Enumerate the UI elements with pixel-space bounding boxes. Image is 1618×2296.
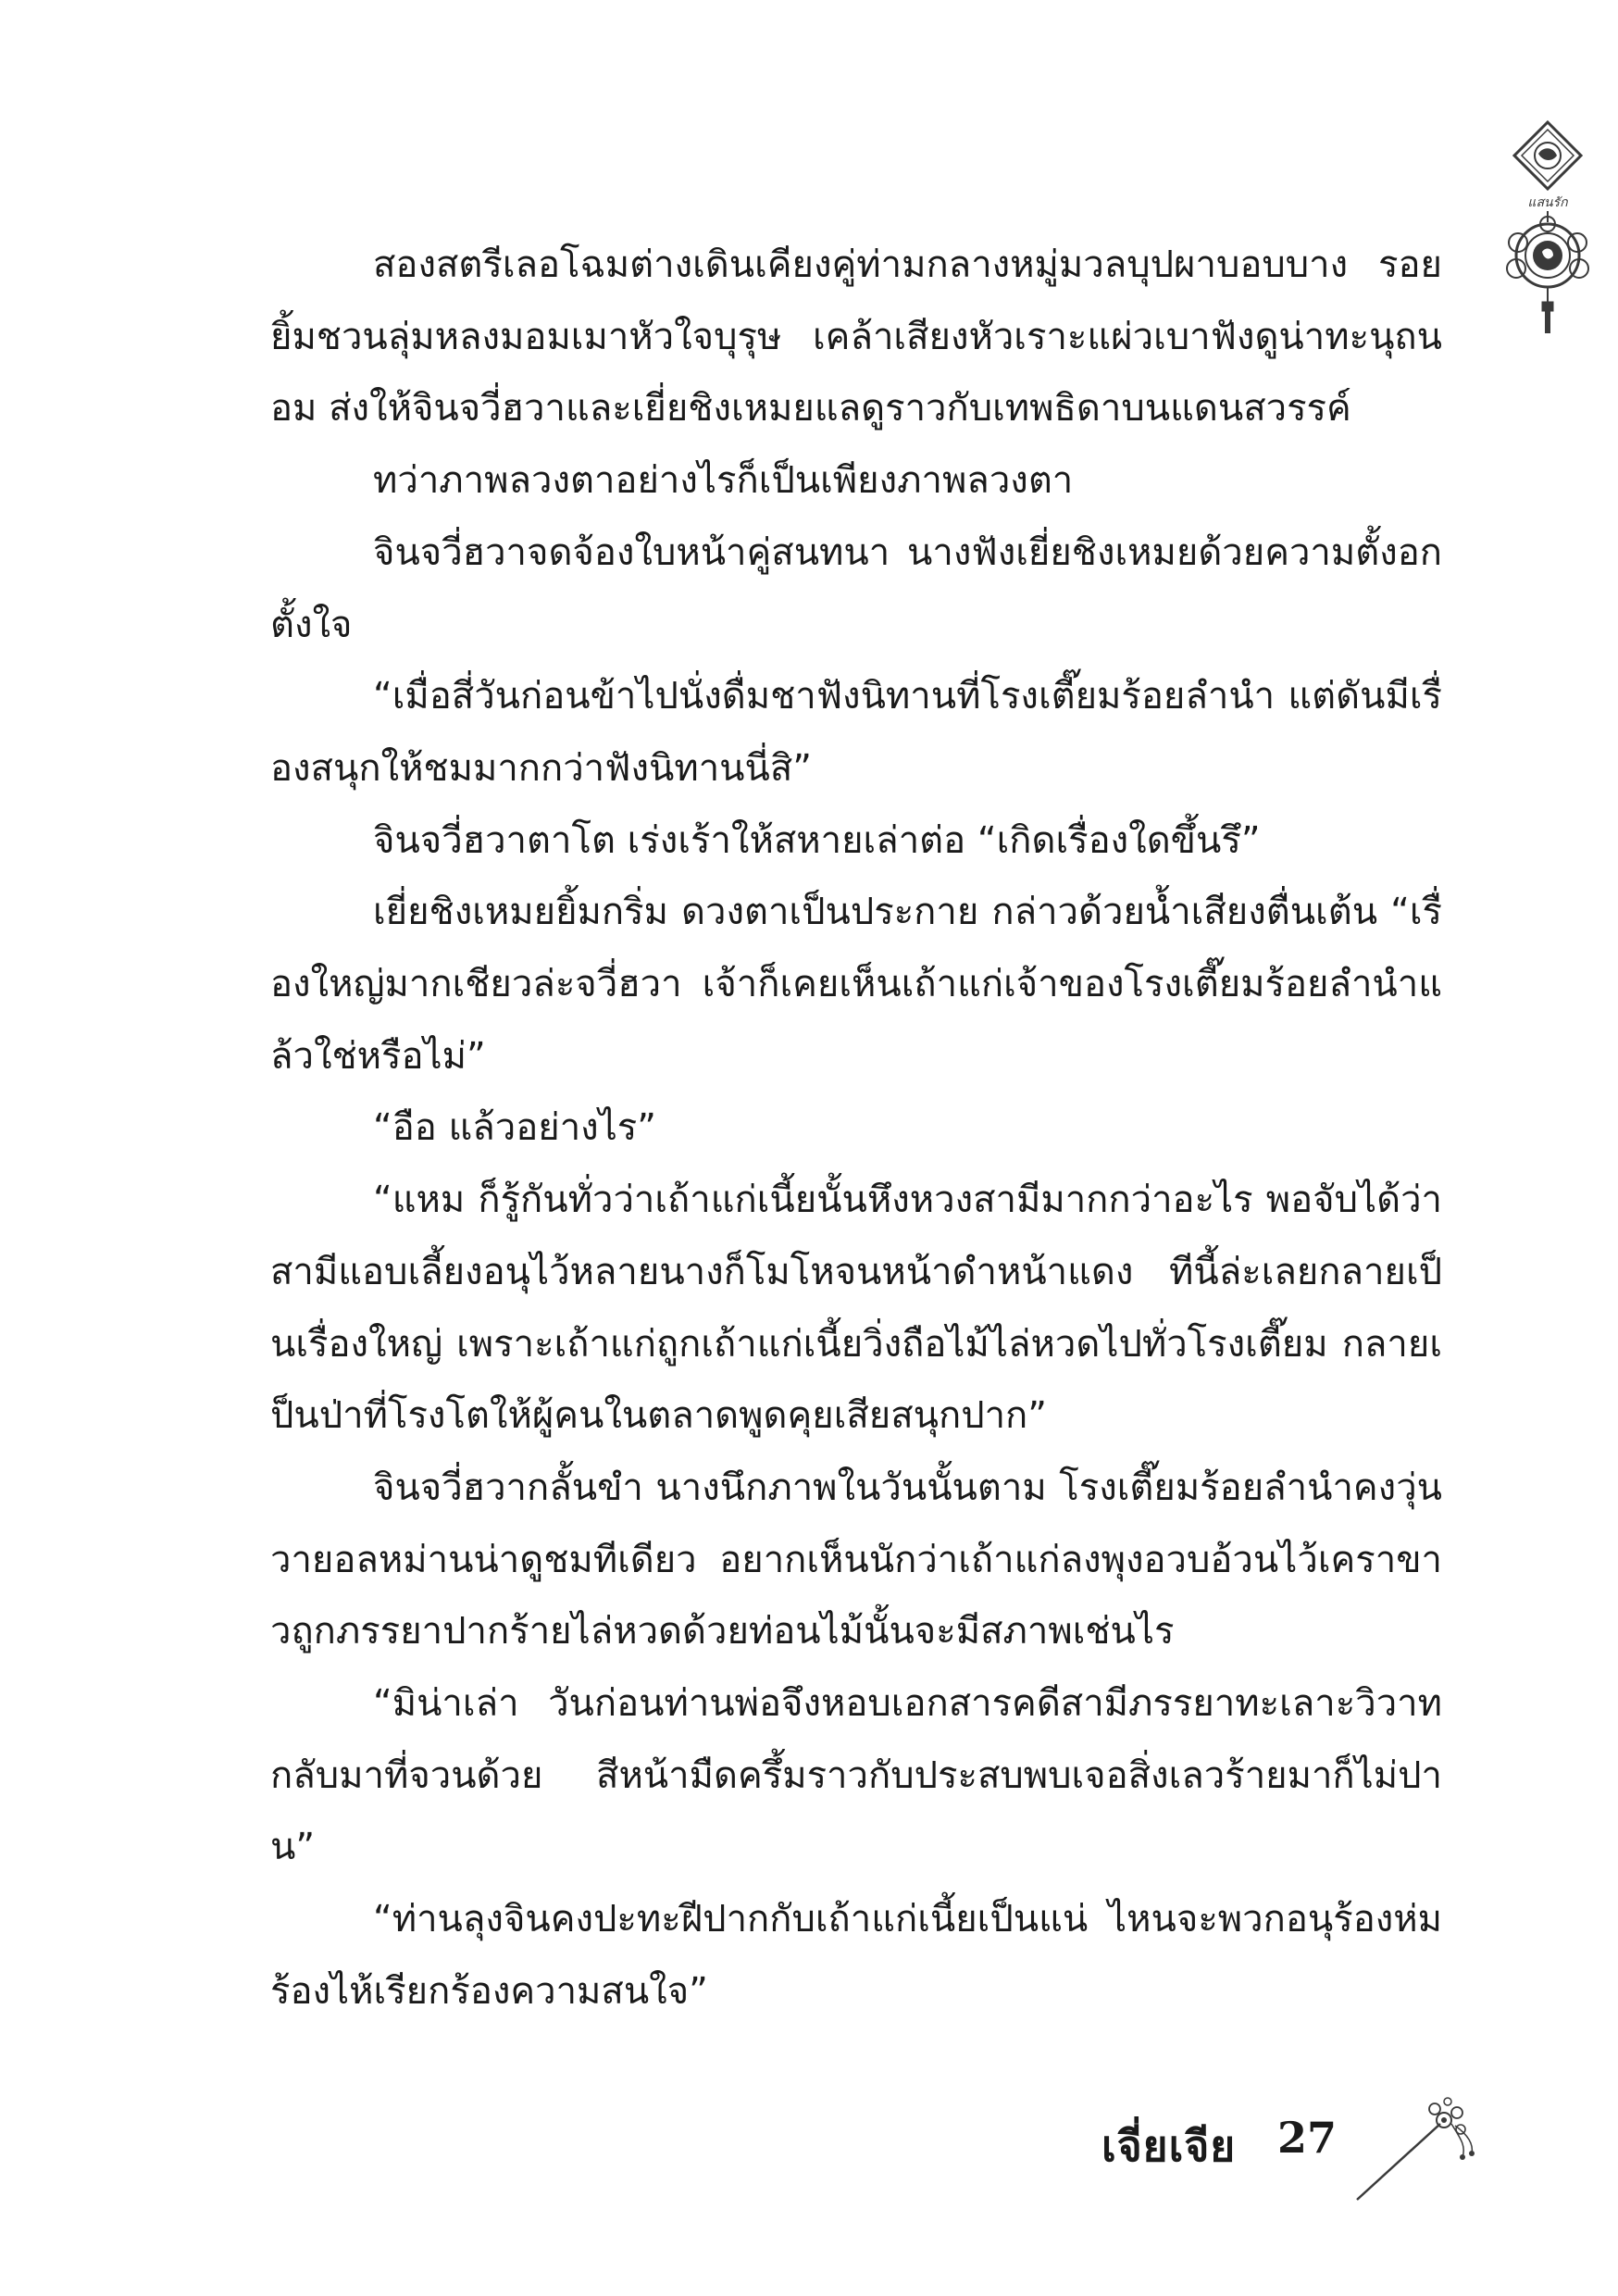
hairpin-icon <box>1351 2092 1481 2203</box>
page-footer <box>1064 2092 1481 2203</box>
jade-pendant-icon <box>1492 119 1603 341</box>
paragraph: “เมื่อสี่วันก่อนข้าไปนั่งดื่มชาฟังนิทานที่โรงเตี๊ยมร้อยลำนำ แต่ดันมีเรื่องสนุกให้ชมมากกว่าฟังนิทานนี่สิ” <box>270 675 1442 790</box>
paragraph: จินจวี่ฮวาจดจ้องใบหน้าคู่สนทนา นางฟังเยี่ยชิงเหมยด้วยความตั้งอกตั้งใจ <box>270 530 1442 646</box>
paragraph: เยี่ยชิงเหมยยิ้มกริ่ม ดวงตาเป็นประกาย กล่าวด้วยน้ำเสียงตื่นเต้น “เรื่องใหญ่มากเชียวล่ะจวี่ฮวา เจ้าก็เคยเห็นเถ้าแก่เจ้าของโรงเตี๊ยมร้อยลำนำแล้วใช่หรือไม่” <box>270 891 1442 1078</box>
paragraph: สองสตรีเลอโฉมต่างเดินเคียงคู่ท่ามกลางหมู่มวลบุปผาบอบบาง รอยยิ้มชวนลุ่มหลงมอมเมาหัวใจบุรุษ เคล้าเสียงหัวเราะแผ่วเบาฟังดูน่าทะนุถนอม ส่งให้จินจวี่ฮวาและเยี่ยชิงเหมยแลดูราวกับเทพธิดาบนแดนสวรรค์ <box>270 243 1442 430</box>
body-text <box>270 230 1442 2028</box>
paragraph: ทว่าภาพลวงตาอย่างไรก็เป็นเพียงภาพลวงตา <box>373 459 1074 503</box>
publisher-logo-text: แสนรัก <box>1527 195 1568 210</box>
page-number: 27 <box>1277 2113 1338 2163</box>
paragraph: จินจวี่ฮวากลั้นขำ นางนึกภาพในวันนั้นตาม โรงเตี๊ยมร้อยลำนำคงวุ่นวายอลหม่านน่าดูชมทีเดียว อยากเห็นนักว่าเถ้าแก่ลงพุงอวบอ้วนไว้เคราขาวถูกภรรยาปากร้ายไล่หวดด้วยท่อนไม้นั้นจะมีสภาพเช่นไร <box>270 1466 1442 1653</box>
paragraph: “อือ แล้วอย่างไร” <box>373 1106 657 1150</box>
book-title: เจี่ยเจีย <box>1101 2121 1237 2171</box>
paragraph: “ท่านลุงจินคงปะทะฝีปากกับเถ้าแก่เนี้ยเป็นแน่ ไหนจะพวกอนุร้องห่มร้องไห้เรียกร้องความสนใจ” <box>270 1898 1442 2013</box>
paragraph: “แหม ก็รู้กันทั่วว่าเถ้าแก่เนี้ยนั้นหึงหวงสามีมากกว่าอะไร พอจับได้ว่าสามีแอบเลี้ยงอนุไว้หลายนางก็โมโหจนหน้าดำหน้าแดง ทีนี้ล่ะเลยกลายเป็นเรื่องใหญ่ เพราะเถ้าแก่ถูกเถ้าแก่เนี้ยวิ่งถือไม้ไล่หวดไปทั่วโรงเตี๊ยม กลายเป็นป่าที่โรงโตให้ผู้คนในตลาดพูดคุยเสียสนุกปาก” <box>270 1179 1442 1438</box>
paragraph: “มิน่าเล่า วันก่อนท่านพ่อจึงหอบเอกสารคดีสามีภรรยาทะเลาะวิวาทกลับมาที่จวนด้วย สีหน้ามืดครึ้มราวกับประสบพบเจอสิ่งเลวร้ายมาก็ไม่ปาน” <box>270 1682 1442 1869</box>
paragraph: จินจวี่ฮวาตาโต เร่งเร้าให้สหายเล่าต่อ “เกิดเรื่องใดขึ้นรึ” <box>373 818 1261 862</box>
